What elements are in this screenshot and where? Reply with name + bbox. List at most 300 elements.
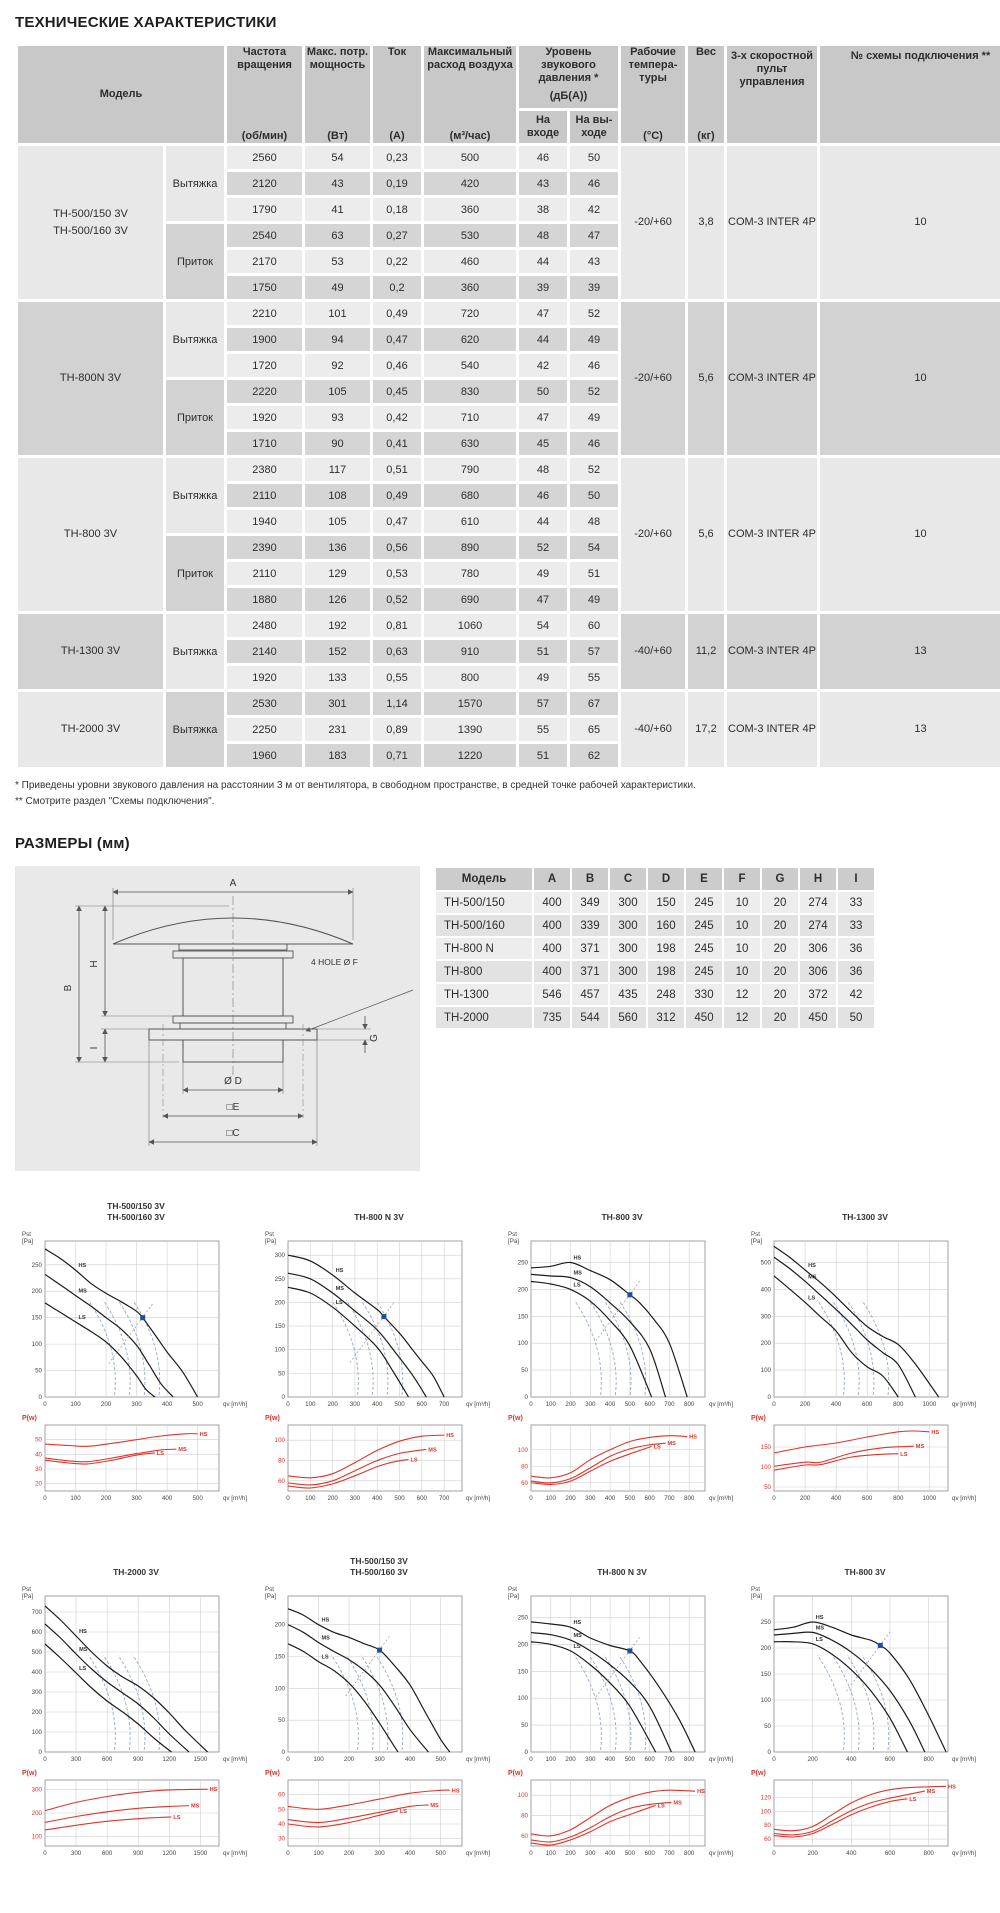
svg-text:100: 100 — [760, 1464, 771, 1471]
svg-text:400: 400 — [604, 1756, 616, 1763]
svg-text:Pst: Pst — [508, 1586, 517, 1593]
svg-text:qv [m³/h]: qv [m³/h] — [223, 1495, 248, 1502]
dims-value: 300 — [610, 961, 646, 982]
spec-value: 67 — [570, 692, 618, 715]
svg-text:0: 0 — [43, 1850, 47, 1857]
weight-cell: 11,2 — [688, 614, 724, 689]
spec-value: 51 — [519, 744, 567, 767]
svg-text:HS: HS — [335, 1268, 344, 1274]
svg-text:LS: LS — [399, 1808, 408, 1815]
svg-text:1200: 1200 — [162, 1850, 177, 1857]
svg-text:HS: HS — [321, 1617, 330, 1624]
svg-text:100: 100 — [31, 1341, 42, 1349]
svg-text:0: 0 — [767, 1394, 771, 1401]
mode-cell: Вытяжка — [166, 692, 224, 767]
svg-text:200: 200 — [565, 1401, 576, 1408]
svg-text:50: 50 — [521, 1367, 528, 1375]
dim-label-h: H — [89, 960, 100, 968]
spec-value: 2480 — [227, 614, 302, 637]
svg-text:P(w): P(w) — [265, 1770, 280, 1777]
svg-text:250: 250 — [31, 1261, 42, 1269]
dims-value: 339 — [572, 915, 608, 936]
spec-value: 680 — [424, 484, 516, 507]
svg-text:300: 300 — [585, 1756, 596, 1763]
svg-text:400: 400 — [830, 1495, 842, 1502]
dim-label-e: □E — [226, 1102, 240, 1113]
svg-text:300: 300 — [131, 1495, 142, 1502]
performance-chart — [258, 1554, 500, 1883]
spec-value: 52 — [570, 380, 618, 403]
dims-model: TH-2000 — [436, 1007, 532, 1028]
svg-text:100: 100 — [70, 1401, 81, 1408]
dims-value: 450 — [686, 1007, 722, 1028]
svg-text:qv [m³/h]: qv [m³/h] — [223, 1756, 248, 1763]
svg-text:100: 100 — [274, 1346, 285, 1354]
svg-text:50: 50 — [278, 1370, 285, 1378]
spec-value: 720 — [424, 302, 516, 325]
svg-text:200: 200 — [274, 1621, 285, 1629]
svg-text:[Pa]: [Pa] — [508, 1238, 520, 1245]
svg-text:1500: 1500 — [193, 1756, 208, 1763]
dims-value: 450 — [800, 1007, 836, 1028]
svg-text:qv [m³/h]: qv [m³/h] — [952, 1850, 977, 1857]
svg-text:800: 800 — [923, 1850, 934, 1857]
spec-value: 620 — [424, 328, 516, 351]
svg-text:60: 60 — [278, 1791, 285, 1799]
spec-value: 1390 — [424, 718, 516, 741]
spec-value: 105 — [305, 510, 370, 533]
dimensions-table — [434, 866, 876, 1030]
svg-text:200: 200 — [807, 1756, 818, 1763]
performance-chart — [15, 1199, 257, 1528]
svg-text:700: 700 — [31, 1609, 42, 1616]
svg-text:0: 0 — [43, 1401, 47, 1408]
svg-text:300: 300 — [760, 1313, 771, 1321]
spec-value: 46 — [570, 354, 618, 377]
spec-value: 49 — [519, 562, 567, 585]
dims-value: 300 — [610, 892, 646, 913]
dims-row — [436, 1007, 874, 1028]
dims-value: 36 — [838, 961, 874, 982]
svg-text:P(w): P(w) — [22, 1770, 37, 1777]
chart-title: TH-500/150 3V TH-500/160 3V — [107, 1200, 165, 1222]
spec-value: 126 — [305, 588, 370, 611]
svg-text:60: 60 — [278, 1477, 285, 1485]
svg-text:500: 500 — [192, 1495, 203, 1502]
svg-text:150: 150 — [274, 1653, 285, 1661]
svg-text:0: 0 — [286, 1850, 290, 1857]
dimensions-section — [15, 866, 985, 1171]
dims-value: 20 — [762, 1007, 798, 1028]
spec-value: 46 — [570, 172, 618, 195]
spec-value: 0,81 — [373, 614, 421, 637]
spec-value: 710 — [424, 406, 516, 429]
dims-col-header: Модель — [436, 868, 532, 890]
model-cell: TH-500/150 3V TH-500/160 3V — [18, 146, 163, 299]
dims-value: 20 — [762, 938, 798, 959]
svg-text:50: 50 — [278, 1717, 285, 1725]
spec-value: 460 — [424, 250, 516, 273]
dims-value: 198 — [648, 938, 684, 959]
spec-value: 0,2 — [373, 276, 421, 299]
svg-text:800: 800 — [684, 1495, 695, 1502]
svg-text:400: 400 — [31, 1669, 42, 1676]
svg-text:80: 80 — [764, 1822, 771, 1830]
dims-value: 50 — [838, 1007, 874, 1028]
svg-text:200: 200 — [565, 1850, 576, 1857]
dim-label-i: I — [89, 1046, 100, 1050]
spec-value: 780 — [424, 562, 516, 585]
spec-value: 105 — [305, 380, 370, 403]
svg-text:LS: LS — [321, 1654, 329, 1661]
model-cell: TH-800 3V — [18, 458, 163, 611]
mode-cell: Вытяжка — [166, 302, 224, 377]
svg-text:Pst: Pst — [508, 1231, 517, 1238]
spec-value: 0,53 — [373, 562, 421, 585]
spec-value: 0,18 — [373, 198, 421, 221]
spec-value: 690 — [424, 588, 516, 611]
svg-text:50: 50 — [521, 1722, 528, 1730]
chart-title: TH-800 N 3V — [354, 1211, 404, 1222]
svg-text:200: 200 — [31, 1288, 42, 1296]
svg-text:P(w): P(w) — [508, 1415, 523, 1422]
dims-value: 457 — [572, 984, 608, 1005]
svg-text:0: 0 — [43, 1495, 47, 1502]
chart-title: TH-800 N 3V — [597, 1566, 647, 1577]
svg-text:600: 600 — [884, 1756, 896, 1763]
temp-cell: -40/+60 — [621, 692, 685, 767]
spec-value: 192 — [305, 614, 370, 637]
svg-text:600: 600 — [416, 1401, 428, 1408]
spec-value: 301 — [305, 692, 370, 715]
svg-text:MS: MS — [926, 1789, 936, 1796]
performance-chart — [501, 1554, 743, 1883]
svg-text:0: 0 — [529, 1850, 533, 1857]
svg-text:[Pa]: [Pa] — [751, 1238, 763, 1245]
svg-text:60: 60 — [521, 1832, 528, 1840]
spec-value: 43 — [519, 172, 567, 195]
svg-text:MS: MS — [191, 1803, 200, 1810]
svg-text:100: 100 — [313, 1850, 324, 1857]
spec-value: 183 — [305, 744, 370, 767]
svg-text:30: 30 — [278, 1835, 285, 1843]
col-header-control: 3-х скоростной пульт управления — [727, 46, 817, 143]
svg-text:LS: LS — [815, 1636, 823, 1643]
spec-value: 0,41 — [373, 432, 421, 455]
svg-text:HS: HS — [209, 1787, 218, 1794]
spec-value: 360 — [424, 198, 516, 221]
col-header-current: Ток (А) — [373, 46, 421, 143]
spec-value: 47 — [570, 224, 618, 247]
svg-text:300: 300 — [585, 1401, 596, 1408]
spec-value: 1720 — [227, 354, 302, 377]
chart-title: TH-500/150 3V TH-500/160 3V — [350, 1555, 408, 1577]
svg-text:HS: HS — [199, 1431, 208, 1438]
dims-col-header: G — [762, 868, 798, 890]
svg-text:200: 200 — [100, 1495, 112, 1502]
svg-text:600: 600 — [644, 1495, 655, 1502]
spec-value: 0,55 — [373, 666, 421, 689]
svg-text:[Pa]: [Pa] — [265, 1238, 277, 1245]
svg-text:100: 100 — [760, 1367, 771, 1375]
spec-row — [18, 692, 1000, 715]
svg-text:qv [m³/h]: qv [m³/h] — [466, 1756, 491, 1763]
dims-value: 300 — [610, 915, 646, 936]
spec-value: 0,56 — [373, 536, 421, 559]
spec-value: 50 — [570, 146, 618, 169]
dims-value: 10 — [724, 938, 760, 959]
mode-cell: Вытяжка — [166, 146, 224, 221]
dims-value: 735 — [534, 1007, 570, 1028]
svg-text:500: 500 — [31, 1649, 42, 1656]
col-header-temp: Рабочие темпера-туры (°С) — [621, 46, 685, 143]
svg-text:400: 400 — [604, 1401, 616, 1408]
fan-curve-svg — [501, 1580, 741, 1878]
svg-text:300: 300 — [585, 1495, 596, 1502]
svg-text:300: 300 — [349, 1401, 361, 1408]
svg-text:Pst: Pst — [751, 1586, 760, 1593]
dims-col-header: D — [648, 868, 684, 890]
spec-value: 48 — [519, 458, 567, 481]
svg-text:MS: MS — [915, 1444, 925, 1451]
svg-text:200: 200 — [274, 1299, 285, 1307]
dims-row — [436, 892, 874, 913]
spec-value: 152 — [305, 640, 370, 663]
dims-value: 245 — [686, 938, 722, 959]
spec-value: 46 — [519, 146, 567, 169]
dims-value: 330 — [686, 984, 722, 1005]
svg-text:600: 600 — [884, 1850, 896, 1857]
svg-text:600: 600 — [31, 1629, 42, 1636]
dims-model: TH-800 — [436, 961, 532, 982]
spec-value: 133 — [305, 666, 370, 689]
svg-text:1200: 1200 — [162, 1756, 177, 1763]
fan-curve-svg — [258, 1225, 498, 1523]
dims-col-header: I — [838, 868, 874, 890]
dims-row — [436, 938, 874, 959]
performance-chart — [258, 1199, 500, 1528]
spec-value: 62 — [570, 744, 618, 767]
svg-text:Pst: Pst — [22, 1231, 31, 1238]
spec-value: 51 — [570, 562, 618, 585]
svg-text:500: 500 — [394, 1401, 405, 1408]
spec-value: 92 — [305, 354, 370, 377]
holes-annotation: 4 HOLE Ø F — [311, 957, 358, 967]
spec-value: 43 — [570, 250, 618, 273]
dims-value: 400 — [534, 938, 570, 959]
svg-text:200: 200 — [31, 1810, 42, 1817]
spec-value: 48 — [519, 224, 567, 247]
svg-text:100: 100 — [31, 1729, 42, 1736]
svg-text:MS: MS — [428, 1447, 437, 1454]
dims-value: 274 — [800, 892, 836, 913]
svg-text:100: 100 — [517, 1695, 528, 1703]
dims-value: 349 — [572, 892, 608, 913]
svg-text:100: 100 — [70, 1495, 81, 1502]
svg-text:MS: MS — [79, 1647, 88, 1653]
svg-text:150: 150 — [760, 1671, 771, 1678]
spec-value: 2380 — [227, 458, 302, 481]
svg-text:300: 300 — [274, 1252, 285, 1260]
dims-col-header: A — [534, 868, 570, 890]
dims-row — [436, 915, 874, 936]
dims-value: 560 — [610, 1007, 646, 1028]
svg-text:0: 0 — [529, 1756, 533, 1763]
dims-value: 306 — [800, 961, 836, 982]
svg-text:50: 50 — [764, 1723, 771, 1730]
spec-value: 0,49 — [373, 484, 421, 507]
dims-value: 245 — [686, 915, 722, 936]
svg-text:qv [m³/h]: qv [m³/h] — [709, 1401, 734, 1408]
svg-text:600: 600 — [644, 1756, 655, 1763]
spec-value: 47 — [519, 302, 567, 325]
svg-text:700: 700 — [664, 1756, 675, 1763]
svg-text:MS: MS — [178, 1447, 187, 1454]
svg-text:400: 400 — [372, 1495, 383, 1502]
svg-text:200: 200 — [760, 1340, 771, 1348]
control-cell: COM-3 INTER 4P — [727, 302, 817, 455]
svg-text:P(w): P(w) — [751, 1770, 766, 1777]
dims-col-header: C — [610, 868, 646, 890]
spec-value: 47 — [519, 588, 567, 611]
spec-value: 910 — [424, 640, 516, 663]
svg-text:0: 0 — [281, 1749, 285, 1756]
spec-value: 2560 — [227, 146, 302, 169]
spec-value: 0,47 — [373, 510, 421, 533]
svg-text:400: 400 — [604, 1495, 616, 1502]
svg-text:1000: 1000 — [922, 1401, 937, 1408]
svg-text:50: 50 — [35, 1436, 42, 1444]
spec-value: 540 — [424, 354, 516, 377]
svg-text:MS: MS — [573, 1270, 582, 1277]
svg-text:LS: LS — [573, 1282, 581, 1289]
spec-value: 1920 — [227, 406, 302, 429]
spec-value: 830 — [424, 380, 516, 403]
svg-text:qv [m³/h]: qv [m³/h] — [709, 1756, 734, 1763]
dims-value: 33 — [838, 915, 874, 936]
svg-text:600: 600 — [101, 1850, 113, 1857]
spec-value: 39 — [519, 276, 567, 299]
svg-text:150: 150 — [31, 1314, 42, 1322]
svg-text:400: 400 — [404, 1850, 416, 1857]
svg-text:HS: HS — [446, 1433, 454, 1440]
spec-value: 90 — [305, 432, 370, 455]
svg-text:0: 0 — [772, 1495, 776, 1502]
svg-text:500: 500 — [624, 1756, 636, 1763]
svg-text:200: 200 — [799, 1401, 811, 1408]
svg-text:100: 100 — [517, 1792, 528, 1800]
col-header-model: Модель — [18, 46, 224, 143]
model-cell: TH-2000 3V — [18, 692, 163, 767]
dim-label-c: □C — [226, 1128, 240, 1139]
svg-text:700: 700 — [664, 1401, 675, 1408]
fan-curve-svg — [258, 1580, 498, 1878]
control-cell: COM-3 INTER 4P — [727, 614, 817, 689]
svg-text:300: 300 — [70, 1756, 82, 1763]
svg-text:800: 800 — [684, 1850, 695, 1857]
svg-text:200: 200 — [343, 1850, 355, 1857]
svg-text:0: 0 — [772, 1401, 776, 1408]
svg-text:0: 0 — [286, 1401, 290, 1408]
dimensions-title: РАЗМЕРЫ (мм) — [15, 835, 130, 852]
dims-value: 36 — [838, 938, 874, 959]
operating-point — [878, 1643, 883, 1648]
svg-text:LS: LS — [79, 1666, 87, 1672]
spec-value: 57 — [570, 640, 618, 663]
svg-text:MS: MS — [573, 1633, 582, 1640]
svg-text:250: 250 — [760, 1619, 771, 1626]
spec-value: 1940 — [227, 510, 302, 533]
svg-text:500: 500 — [394, 1495, 405, 1502]
spec-value: 2110 — [227, 484, 302, 507]
svg-text:200: 200 — [807, 1850, 818, 1857]
temp-cell: -40/+60 — [621, 614, 685, 689]
svg-text:300: 300 — [374, 1756, 385, 1763]
dims-value: 245 — [686, 961, 722, 982]
svg-text:300: 300 — [349, 1495, 361, 1502]
dims-value: 20 — [762, 984, 798, 1005]
dims-value: 300 — [610, 938, 646, 959]
svg-text:HS: HS — [79, 1629, 87, 1635]
svg-text:60: 60 — [764, 1836, 771, 1844]
dims-value: 306 — [800, 938, 836, 959]
spec-value: 49 — [570, 328, 618, 351]
spec-value: 49 — [570, 588, 618, 611]
spec-value: 44 — [519, 510, 567, 533]
spec-value: 47 — [519, 406, 567, 429]
svg-text:100: 100 — [517, 1340, 528, 1348]
svg-text:500: 500 — [624, 1850, 636, 1857]
svg-text:[Pa]: [Pa] — [508, 1593, 520, 1600]
dims-value: 12 — [724, 1007, 760, 1028]
dims-model: TH-1300 — [436, 984, 532, 1005]
svg-text:250: 250 — [517, 1259, 528, 1267]
operating-point — [381, 1314, 386, 1319]
dims-value: 371 — [572, 961, 608, 982]
svg-text:600: 600 — [862, 1401, 873, 1408]
col-header-weight: Вес (кг) — [688, 46, 724, 143]
svg-text:300: 300 — [31, 1689, 42, 1696]
svg-text:600: 600 — [416, 1495, 428, 1502]
svg-text:100: 100 — [313, 1756, 324, 1763]
spec-value: 231 — [305, 718, 370, 741]
svg-text:HS: HS — [815, 1615, 824, 1621]
svg-text:60: 60 — [521, 1479, 528, 1487]
svg-text:800: 800 — [684, 1401, 695, 1408]
dims-value: 198 — [648, 961, 684, 982]
spec-value: 530 — [424, 224, 516, 247]
spec-value: 44 — [519, 250, 567, 273]
svg-text:P(w): P(w) — [22, 1415, 37, 1422]
spec-value: 39 — [570, 276, 618, 299]
svg-text:40: 40 — [278, 1821, 285, 1828]
svg-text:200: 200 — [760, 1645, 771, 1652]
schema-cell: 10 — [820, 458, 1000, 611]
svg-text:100: 100 — [760, 1808, 771, 1816]
svg-text:MS: MS — [667, 1441, 676, 1448]
spec-value: 2170 — [227, 250, 302, 273]
svg-text:LS: LS — [900, 1451, 908, 1458]
svg-text:80: 80 — [278, 1457, 285, 1465]
dims-value: 400 — [534, 892, 570, 913]
svg-text:30: 30 — [35, 1466, 42, 1473]
spec-value: 610 — [424, 510, 516, 533]
model-cell: TH-800N 3V — [18, 302, 163, 455]
control-cell: COM-3 INTER 4P — [727, 692, 817, 767]
dims-row — [436, 961, 874, 982]
operating-point — [627, 1292, 632, 1297]
svg-text:qv [m³/h]: qv [m³/h] — [952, 1756, 977, 1763]
